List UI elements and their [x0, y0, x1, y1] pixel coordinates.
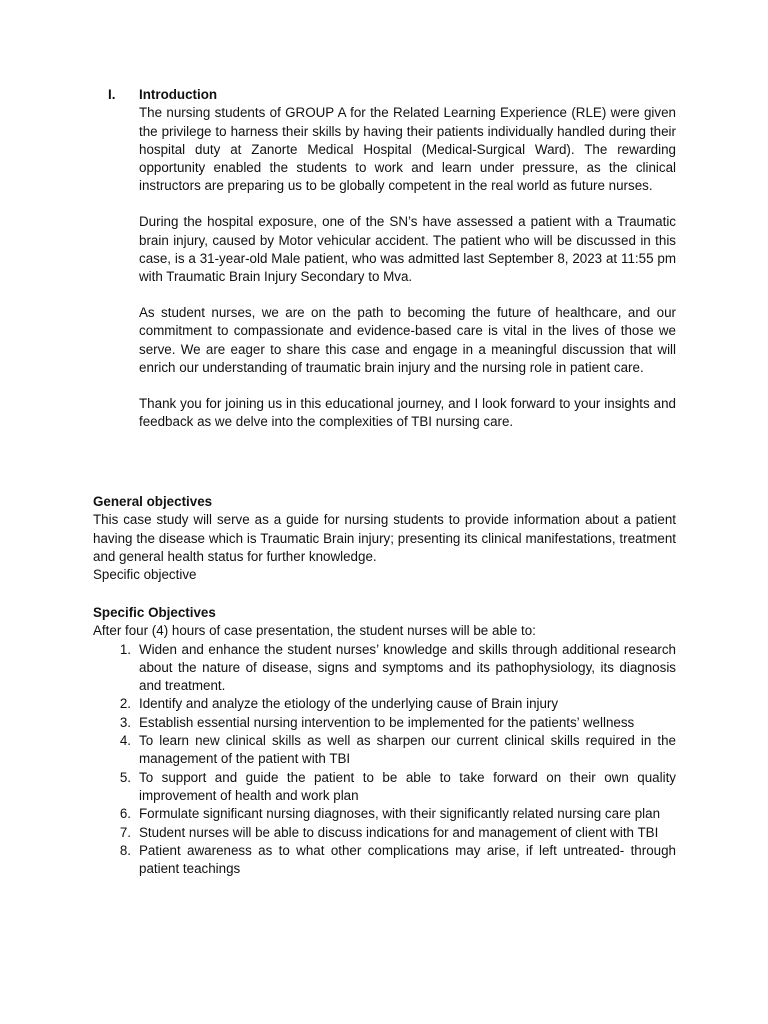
- list-item-text: Formulate significant nursing diagnoses, with their significantly related nursing care plan: [139, 806, 661, 822]
- objectives-list: [93, 641, 676, 879]
- introduction-section: [108, 86, 676, 449]
- list-item-text: Student nurses will be able to discuss indications for and management of client with TBI: [139, 824, 659, 840]
- introduction-heading: [108, 86, 676, 104]
- list-item-number: 5.: [119, 769, 131, 785]
- introduction-body: [139, 104, 676, 431]
- intro-paragraph: During the hospital exposure, one of the SN’s have assessed a patient with a Traumatic brain injury, caused by Motor vehicular accident. The patient who will be discussed in this case, is a 31-year-old Male patient, who was admitted last September 8, 2023 at 11:55 pm with Traumatic Brain Injury Secondary to Mva.: [139, 214, 676, 285]
- list-item: [93, 769, 676, 806]
- list-item-number: 3.: [119, 714, 131, 730]
- intro-paragraph: As student nurses, we are on the path to becoming the future of healthcare, and our commitment to compassionate and evidence-based care is vital in the lives of those we serve. We are eager to share this case and engage in a meaningful discussion that will enrich our understanding of traumatic brain injury and the nursing role in patient care.: [139, 304, 676, 375]
- list-item: [93, 805, 676, 823]
- general-objectives-section: [93, 493, 676, 584]
- list-item: [93, 714, 676, 732]
- list-item-text: Establish essential nursing intervention to be implemented for the patients’ wellness: [139, 714, 635, 730]
- specific-objectives-section: [93, 604, 676, 878]
- section-title: Introduction: [139, 87, 218, 102]
- list-item-number: 8.: [119, 842, 131, 858]
- list-item-number: 1.: [119, 641, 131, 657]
- list-item: [93, 695, 676, 713]
- list-item-number: 6.: [119, 806, 131, 822]
- list-item-text: To support and guide the patient to be able to take forward on their own quality improvement of health and work plan: [139, 769, 676, 803]
- list-item-text: To learn new clinical skills as well as sharpen our current clinical skills required in the management of the patient with TBI: [139, 733, 676, 767]
- list-item-number: 4.: [119, 733, 131, 749]
- list-item-number: 7.: [119, 824, 131, 840]
- specific-objectives-heading: Specific Objectives: [93, 605, 216, 620]
- list-item: [93, 842, 676, 879]
- intro-paragraph: Thank you for joining us in this educational journey, and I look forward to your insights and feedback as we delve into the complexities of TBI nursing care.: [139, 395, 676, 429]
- list-item: [93, 641, 676, 696]
- intro-paragraph: The nursing students of GROUP A for the Related Learning Experience (RLE) were given the privilege to harness their skills by having their patients individually handled during their hospital duty at Zanorte Medical Hospital (Medical-Surgical Ward). The rewarding opportunity enabled the students to work and learn under pressure, as the clinical instructors are preparing us to be globally competent in the real world as future nurses.: [139, 105, 676, 194]
- list-item: [93, 824, 676, 842]
- section-numeral: I.: [108, 87, 116, 102]
- list-item-text: Widen and enhance the student nurses’ knowledge and skills through additional research about the nature of disease, signs and symptoms and its pathophysiology, its diagnosis and treatment.: [139, 641, 676, 694]
- list-item: [93, 732, 676, 769]
- general-objectives-heading: General objectives: [93, 494, 213, 509]
- list-item-text: Identify and analyze the etiology of the underlying cause of Brain injury: [139, 696, 559, 712]
- list-item-number: 2.: [119, 696, 131, 712]
- list-item-text: Patient awareness as to what other complications may arise, if left untreated- through patient teachings: [139, 842, 676, 877]
- specific-objectives-lead: After four (4) hours of case presentation, the student nurses will be able to:: [93, 623, 536, 639]
- general-objectives-body: This case study will serve as a guide for nursing students to provide information about a patient having the disease which is Traumatic Brain injury; presenting its clinical manifestations, treatment and general health status for further knowledge.: [93, 512, 676, 564]
- specific-objective-note: Specific objective: [93, 567, 197, 583]
